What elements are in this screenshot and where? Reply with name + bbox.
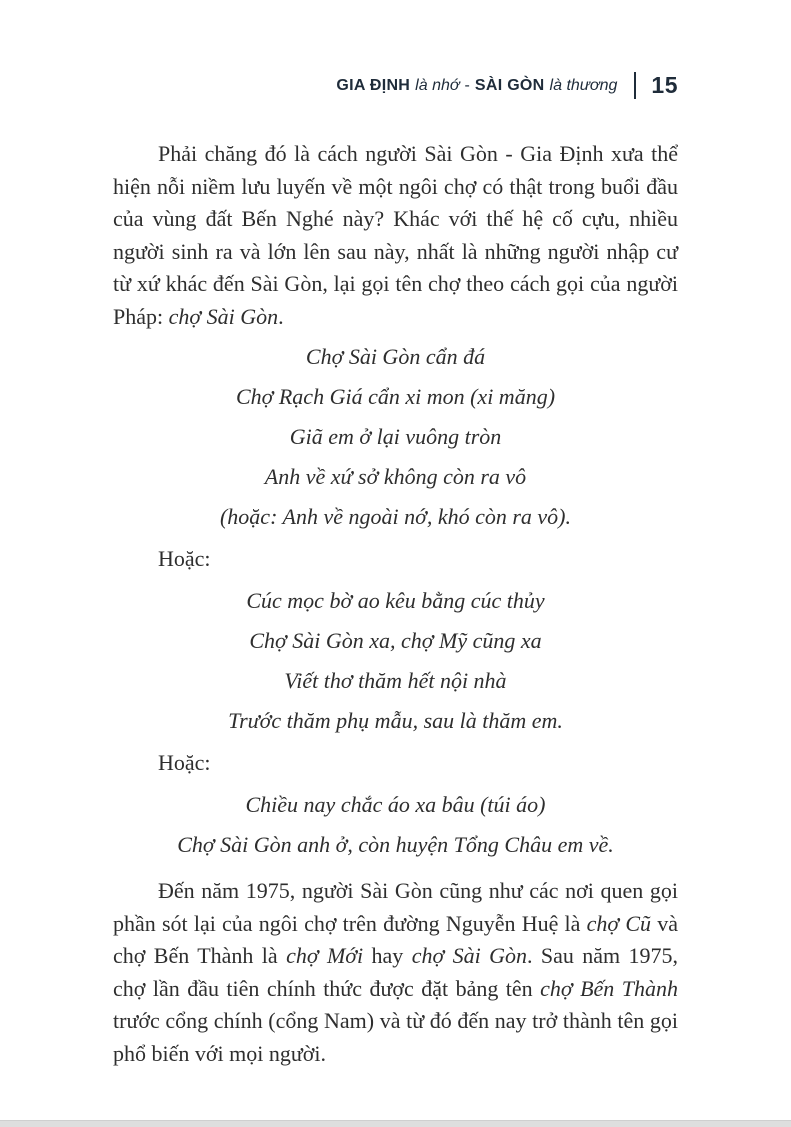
verse-line: Chợ Sài Gòn xa, chợ Mỹ cũng xa — [249, 628, 542, 653]
text-run: Phải chăng đó là cách người Sài Gòn - Gia Định xưa thể hiện nỗi niềm lưu luyến về một ngôi chợ có thật trong buổi đầu của vùng đất Bến Nghé này? Khác với thế hệ cố cựu, nhiều người sinh ra và lớn lên sau này, nhất là những người nhập cư từ xứ khác đến Sài Gòn, lại gọi tên chợ theo cách gọi của người Pháp: — [113, 141, 678, 329]
text-run: . Sau năm 1975, chợ lần đầu tiên chính thức được đặt bảng tên — [113, 943, 678, 1001]
verse-line: Trước thăm phụ mẫu, sau là thăm em. — [228, 708, 563, 733]
text-run: chợ Bến Thành — [540, 975, 678, 1001]
verse-line: Cúc mọc bờ ao kêu bằng cúc thủy — [246, 588, 545, 613]
verse-block-1 — [113, 337, 678, 537]
text-block — [113, 138, 678, 1070]
page-bottom-edge — [0, 1120, 791, 1127]
text-run: . — [278, 303, 284, 329]
paragraph-2 — [113, 875, 678, 1070]
verse-line: Chợ Rạch Giá cẩn xi mon (xi măng) — [235, 384, 556, 409]
header-divider — [634, 72, 636, 99]
text-run: và chợ Bến Thành là — [113, 910, 678, 968]
verse-line: Anh về xứ sở không còn ra vô — [264, 464, 527, 489]
header-title-italic-1: là nhớ — [415, 76, 460, 94]
verse-block-2 — [113, 581, 678, 741]
verse-line: Chiều nay chắc áo xa bâu (túi áo) — [245, 792, 546, 817]
text-run: hay — [363, 943, 412, 968]
page-header — [113, 72, 678, 99]
text-run: chợ Sài Gòn — [168, 303, 279, 329]
verse-line: Chợ Sài Gòn anh ở, còn huyện Tổng Châu em về. — [177, 832, 614, 857]
text-run: trước cổng chính (cổng Nam) và từ đó đến nay trở thành tên gọi phổ biến với mọi người. — [113, 1008, 678, 1066]
page-number: 15 — [651, 72, 678, 98]
header-title-italic-2: là thương — [549, 76, 618, 94]
or-label-1: Hoặc: — [158, 546, 211, 571]
text-run: chợ Mới — [286, 943, 364, 968]
verse-line: (hoặc: Anh về ngoài nớ, khó còn ra vô). — [219, 504, 572, 529]
text-run: chợ Sài Gòn — [411, 943, 527, 968]
verse-block-3 — [113, 785, 678, 865]
header-title-bold-1: GIA ĐỊNH — [336, 76, 411, 94]
or-label-2: Hoặc: — [158, 750, 211, 775]
verse-line: Giã em ở lại vuông tròn — [289, 424, 502, 449]
text-run: chợ Cũ — [586, 910, 652, 936]
paragraph-1 — [113, 138, 678, 333]
verse-line: Viết thơ thăm hết nội nhà — [284, 668, 507, 693]
header-title-separator: - — [464, 76, 470, 94]
verse-line: Chợ Sài Gòn cẩn đá — [305, 344, 486, 369]
text-run: Đến năm 1975, người Sài Gòn cũng như các nơi quen gọi phần sót lại của ngôi chợ trên đường Nguyễn Huệ là — [113, 878, 678, 936]
header-title-bold-2: SÀI GÒN — [474, 76, 545, 94]
